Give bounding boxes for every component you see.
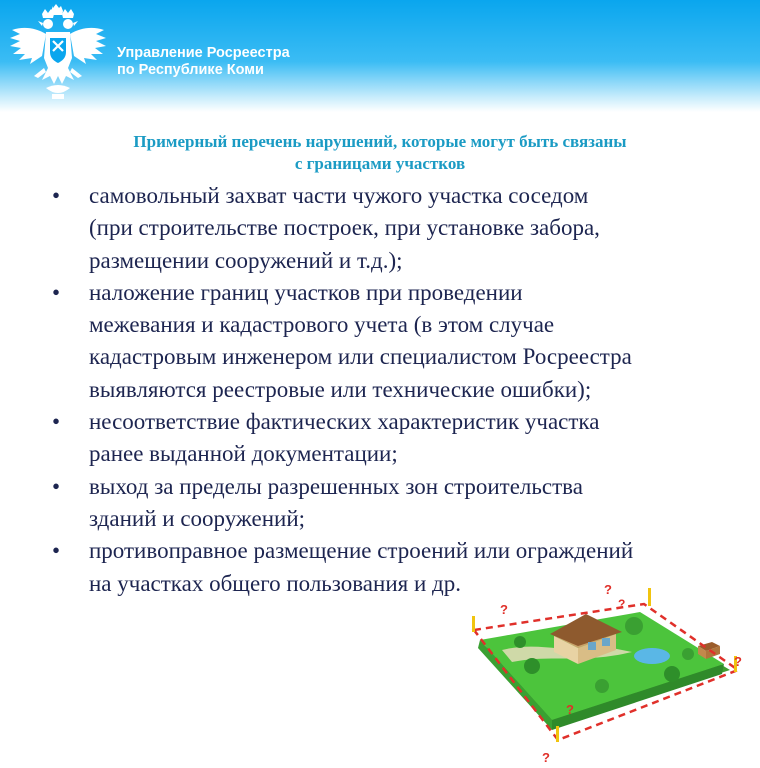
list-item-line: несоответствие фактических характеристик участка <box>89 409 600 435</box>
bullet: • <box>52 538 61 564</box>
bullet: • <box>52 279 61 305</box>
bullet: • <box>52 409 61 435</box>
double-headed-eagle-icon <box>6 4 110 104</box>
title-line-2: с границами участков <box>294 154 466 173</box>
list-item <box>52 277 752 406</box>
list-item-line: выход за пределы разрешенных зон строительства <box>89 473 583 499</box>
list-item-line: ранее выданной документации; <box>89 441 398 467</box>
list-item-line: межевания и кадастрового учета (в этом случае <box>89 312 555 338</box>
list-item-line: размещении сооружений и т.д.); <box>89 247 403 273</box>
violations-list <box>52 180 752 600</box>
page-title <box>0 131 760 175</box>
list-item-line: противоправное размещение строений или ограждений <box>89 538 634 564</box>
question-mark: ? <box>734 654 742 669</box>
list-item-line: зданий и сооружений; <box>89 505 306 531</box>
land-plot-boundary-illustration <box>462 578 754 764</box>
organization-name <box>117 45 290 79</box>
org-line-1: Управление Росреестра <box>117 45 290 61</box>
list-item-line: (при строительстве построек, при установке забора, <box>89 215 600 241</box>
question-mark: ? <box>500 602 508 617</box>
bullet: • <box>52 183 61 208</box>
question-mark: ? <box>566 702 574 717</box>
list-item-line: выявляются реестровые или технические ошибки); <box>89 376 592 402</box>
list-item <box>52 406 752 471</box>
bullet: • <box>52 473 61 499</box>
list-item <box>52 180 752 277</box>
title-line-1: Примерный перечень нарушений, которые могут быть связаны <box>133 132 627 151</box>
list-item-line: кадастровым инженером или специалистом Росреестра <box>89 344 632 370</box>
question-mark: ? <box>618 597 626 611</box>
question-mark: ? <box>542 750 550 764</box>
list-item-line: на участках общего пользования и др. <box>89 570 461 596</box>
question-mark: ? <box>604 582 612 597</box>
org-line-2: по Республике Коми <box>117 62 264 78</box>
list-item-line: самовольный захват части чужого участка соседом <box>89 183 589 208</box>
header-banner <box>0 0 760 112</box>
list-item <box>52 471 752 536</box>
list-item-line: наложение границ участков при проведении <box>89 279 523 305</box>
